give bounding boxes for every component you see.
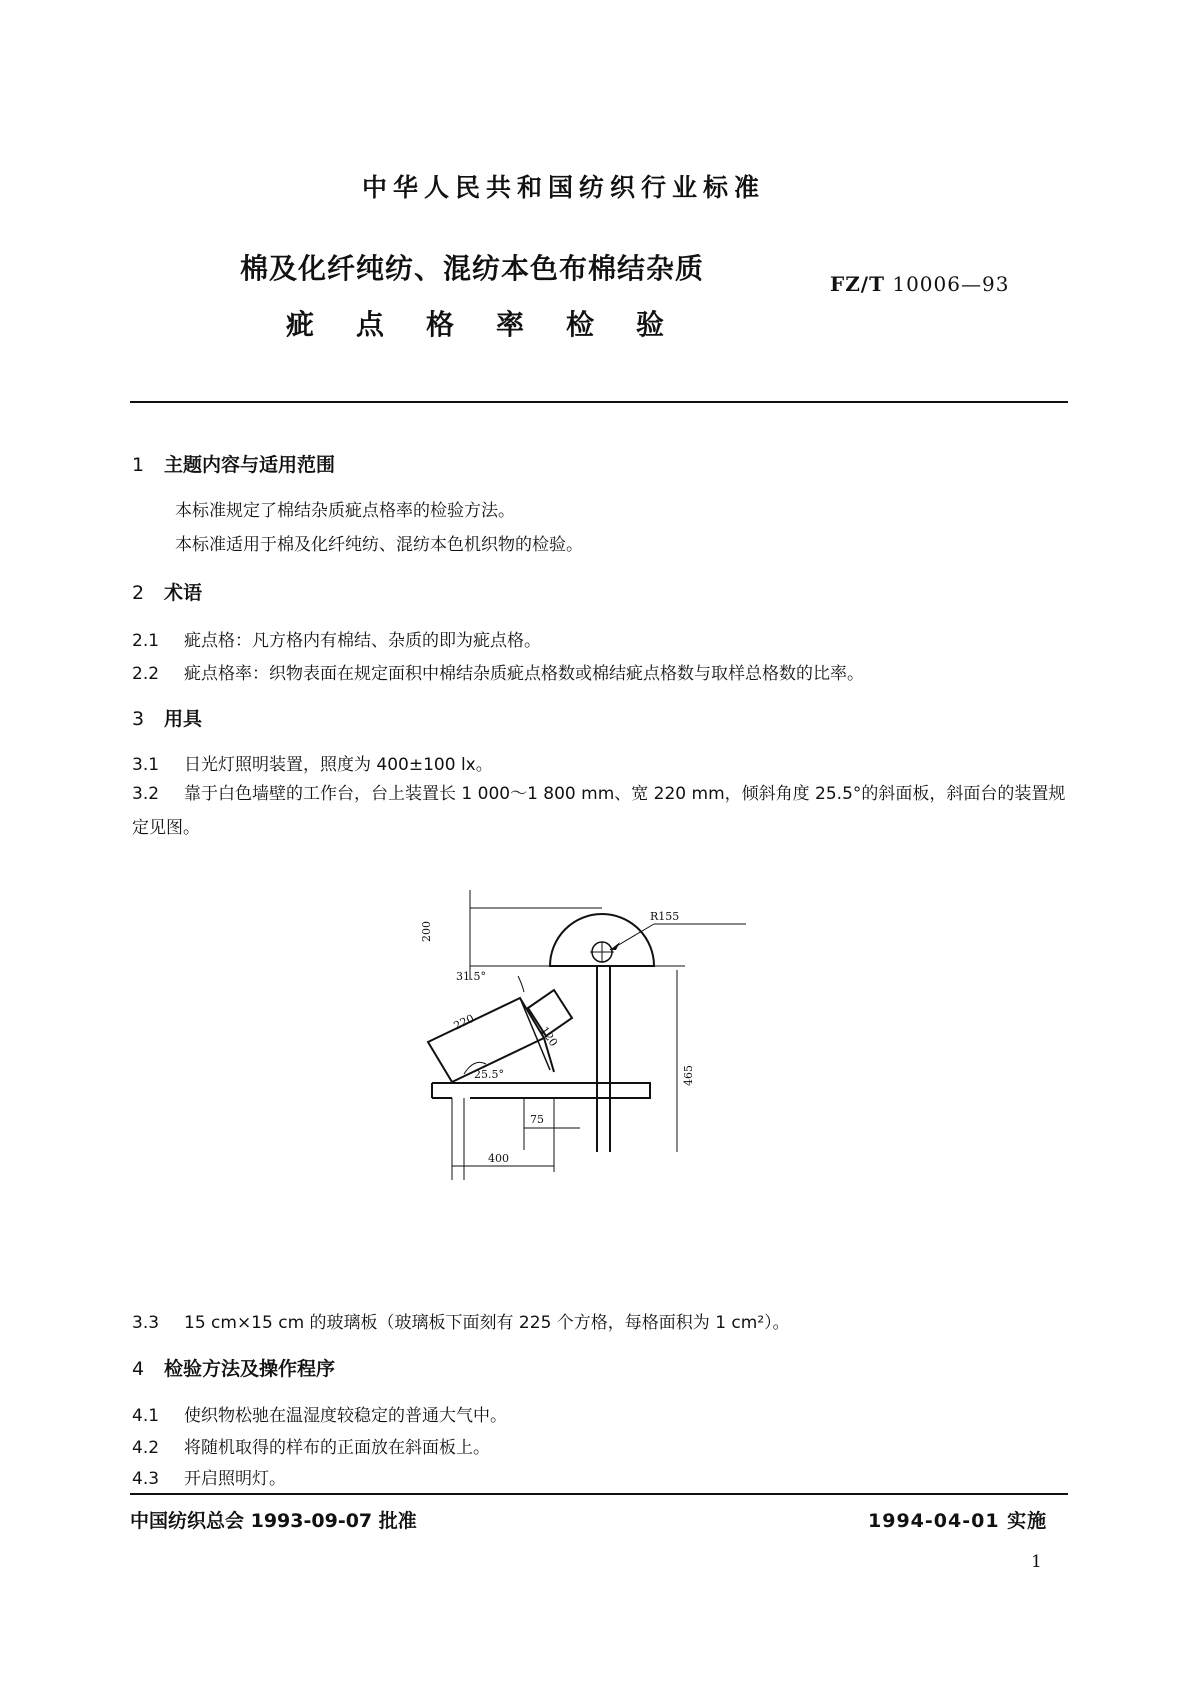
approval-statement: 中国纺织总会 1993-09-07 批准 — [130, 1510, 417, 1532]
section-1-heading — [132, 450, 335, 477]
footer-divider — [130, 1493, 1068, 1495]
item-text: 将随机取得的样布的正面放在斜面板上。 — [184, 1438, 490, 1458]
item-text: 疵点格：凡方格内有棉结、杂质的即为疵点格。 — [184, 631, 541, 651]
standard-number — [830, 272, 1009, 296]
item-4-1 — [132, 1401, 507, 1426]
section-1-para-2: 本标准适用于棉及化纤纯纺、混纺本色机织物的检验。 — [175, 535, 583, 555]
label-75: 75 — [530, 1113, 544, 1126]
label-465: 465 — [682, 1065, 695, 1086]
section-3-heading — [132, 704, 202, 731]
section-number: 1 — [132, 454, 145, 476]
item-number: 4.3 — [132, 1469, 160, 1489]
item-text: 使织物松驰在温湿度较稳定的普通大气中。 — [184, 1406, 507, 1426]
item-2-2 — [132, 659, 864, 684]
item-number: 2.1 — [132, 631, 160, 651]
label-r155: R155 — [650, 910, 680, 923]
item-number: 3.3 — [132, 1313, 160, 1333]
item-2-1 — [132, 626, 541, 651]
section-2-heading — [132, 578, 202, 605]
section-number: 4 — [132, 1358, 145, 1380]
label-200: 200 — [420, 921, 433, 942]
document-title-line1: 棉及化纤纯纺、混纺本色布棉结杂质 — [240, 252, 705, 285]
section-title: 用具 — [164, 708, 203, 730]
section-title: 主题内容与适用范围 — [164, 454, 336, 476]
item-4-2 — [132, 1433, 490, 1458]
section-4-heading — [132, 1354, 335, 1381]
label-31-5: 31.5° — [456, 970, 486, 983]
label-220: 220 — [451, 1011, 477, 1033]
section-number: 2 — [132, 582, 145, 604]
item-number: 3.1 — [132, 755, 160, 775]
item-text: 15 cm×15 cm 的玻璃板（玻璃板下面刻有 225 个方格，每格面积为 1 cm²）。 — [184, 1313, 790, 1333]
item-text: 日光灯照明装置，照度为 400±100 lx。 — [184, 755, 493, 775]
standard-code: 10006—93 — [892, 272, 1010, 296]
label-120: 120 — [537, 1024, 561, 1049]
item-3-2 — [132, 777, 1066, 845]
section-1-para-1: 本标准规定了棉结杂质疵点格率的检验方法。 — [175, 501, 515, 521]
page-number: 1 — [1031, 1552, 1042, 1572]
item-number: 4.1 — [132, 1406, 160, 1426]
standard-prefix: FZ/T — [830, 272, 885, 296]
item-4-3 — [132, 1464, 286, 1489]
section-number: 3 — [132, 708, 145, 730]
header-divider — [130, 401, 1068, 403]
section-title: 检验方法及操作程序 — [164, 1358, 336, 1380]
workbench-figure — [420, 880, 740, 1260]
item-3-1 — [132, 750, 493, 775]
item-text: 靠于白色墙壁的工作台，台上装置长 1 000～1 800 mm、宽 220 mm，倾斜角度 25.5°的斜面板，斜面台的装置规定见图。 — [132, 784, 1066, 838]
item-number: 4.2 — [132, 1438, 160, 1458]
table-top — [432, 1083, 650, 1098]
document-title-line2: 疵点格率检验 — [286, 308, 707, 341]
section-title: 术语 — [164, 582, 203, 604]
item-number: 3.2 — [132, 784, 160, 804]
item-text: 开启照明灯。 — [184, 1469, 286, 1489]
effective-date: 1994-04-01 实施 — [868, 1510, 1048, 1532]
item-text: 疵点格率：织物表面在规定面积中棉结杂质疵点格数或棉结疵点格数与取样总格数的比率。 — [184, 664, 864, 684]
label-25-5: 25.5° — [474, 1068, 504, 1081]
item-3-3 — [132, 1308, 790, 1333]
issuer-title: 中华人民共和国纺织行业标准 — [361, 173, 765, 202]
label-400: 400 — [488, 1152, 509, 1165]
item-number: 2.2 — [132, 664, 160, 684]
